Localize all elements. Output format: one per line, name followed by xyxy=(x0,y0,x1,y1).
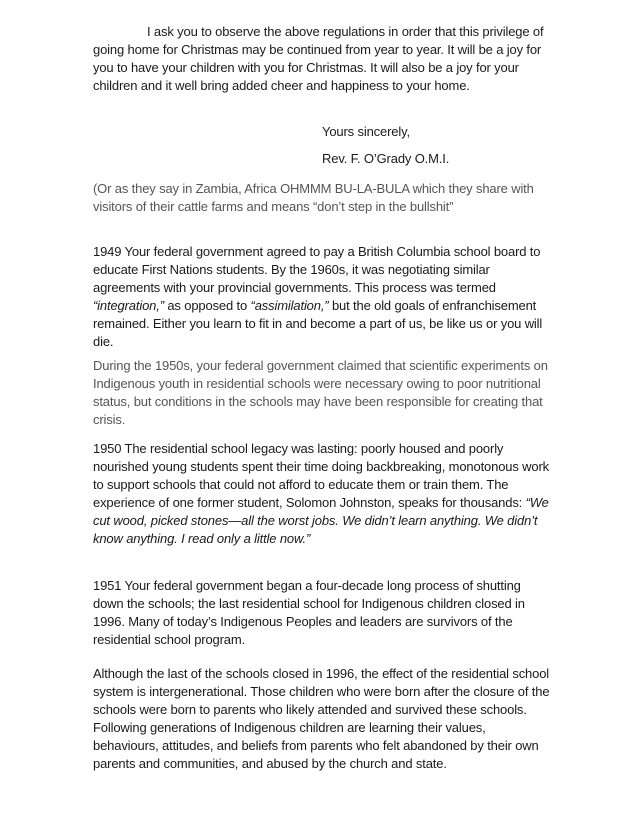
p1950-text: 1950 The residential school legacy was lasting: poorly housed and poorly nourished young students spent their time doing backbreaking, monotonous work to support schools that could not afford to educate them or train them. The experience of one former student, Solomon Johnston, speaks for thousands: xyxy=(93,441,550,510)
paragraph-intergenerational: Although the last of the schools closed in 1996, the effect of the residential school system is intergenerational. Those children who were born after the closure of the schools were born to parents who likely attended and survived these schools. Following generations of Indigenous children are learning their values, behaviours, attitudes, and beliefs from parents who felt abandoned by their own parents and communities, and abused by the church and state. xyxy=(93,666,550,771)
letter-body: I ask you to observe the above regulations in order that this privilege of going home for Christmas may be continued from year to year. It will be a joy for you to have your children with you for Christmas. It will also be a joy for your children and it well bring added cheer and happiness to your home. xyxy=(93,24,544,93)
letter-signature: Rev. F. O’Grady O.M.I. xyxy=(322,151,450,166)
paragraph-1949 xyxy=(93,243,553,351)
paragraph-1950s: During the 1950s, your federal government claimed that scientific experiments on Indigenous youth in residential schools were necessary owing to poor nutritional status, but conditions in the schools may have been responsible for creating that crisis. xyxy=(93,358,548,427)
p1949-part2: as opposed to xyxy=(163,298,251,313)
paragraph-1950 xyxy=(93,440,553,548)
p1949-part3: but the old goals of enfranchisement remained. Either you learn to fit in and become a part of us, be like us or you will die. xyxy=(93,298,543,349)
aside-paragraph: (Or as they say in Zambia, Africa OHMMM BU-LA-BULA which they share with visitors of their cattle farms and means “don’t step in the bullshit” xyxy=(93,181,534,214)
term-assimilation: “assimilation,” xyxy=(250,298,329,313)
paragraph-1951: 1951 Your federal government began a four-decade long process of shutting down the schools; the last residential school for Indigenous children closed in 1996. Many of today’s Indigenous Peoples and leaders are survivors of the residential school program. xyxy=(93,578,525,647)
letter-closing: Yours sincerely, xyxy=(322,124,410,139)
p1949-part1: 1949 Your federal government agreed to pay a British Columbia school board to educate First Nations students. By the 1960s, it was negotiating similar agreements with your provincial governments. This process was termed xyxy=(93,244,541,295)
student-quote: “We cut wood, picked stones—all the worst jobs. We didn’t learn anything. We didn’t know anything. I read only a little now.” xyxy=(93,495,549,546)
term-integration: “integration,” xyxy=(93,298,164,313)
